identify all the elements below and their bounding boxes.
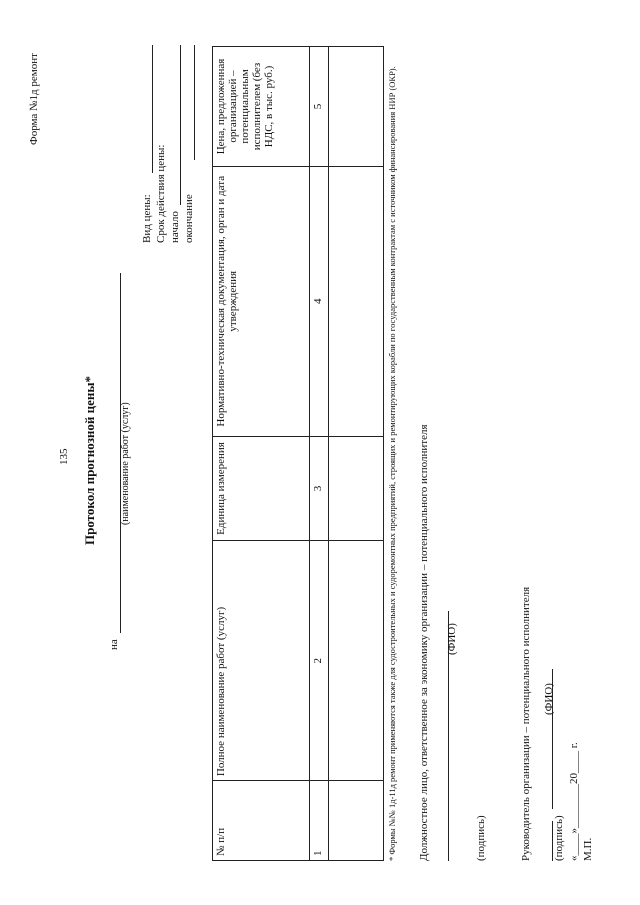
table-cell: [329, 436, 384, 541]
header-number: № п/п: [213, 781, 310, 861]
column-number-5: 5: [310, 47, 329, 167]
header-unit: Единица измерения: [213, 436, 310, 541]
price-validity-label: Срок действия цены:: [155, 144, 167, 243]
column-number-3: 3: [310, 436, 329, 541]
na-label: на: [108, 639, 120, 650]
price-end-label: окончание: [183, 194, 195, 243]
price-type-line: [152, 45, 153, 173]
page-number: 135: [58, 448, 70, 465]
table-cell: [329, 541, 384, 781]
head-fio-caption: (ФИО): [543, 683, 555, 715]
header-price: Цена, предложенная организацией – потенциальным исполнителем (без НДС, в тыс. руб.): [213, 47, 310, 167]
table-number-row: [310, 47, 329, 861]
table-row: [329, 47, 384, 861]
header-works-name: Полное наименование работ (услуг): [213, 541, 310, 781]
table-cell: [329, 781, 384, 861]
table-header-row: [213, 47, 310, 861]
price-start-line: [180, 45, 181, 205]
price-start-label: начало: [169, 211, 181, 243]
stamp-label: М.П.: [582, 837, 594, 861]
works-name-caption: (наименование работ (услуг): [120, 402, 131, 525]
head-signature-caption: (подпись): [553, 815, 565, 861]
price-info-block: [140, 145, 196, 243]
column-number-2: 2: [310, 541, 329, 781]
table-cell: [329, 47, 384, 167]
column-number-4: 4: [310, 166, 329, 436]
official-fio-caption: (ФИО): [446, 623, 458, 655]
official-label: Должностное лицо, ответственное за экономику организации – потенциального исполнителя: [418, 424, 430, 861]
price-type-label: Вид цены:: [141, 194, 153, 243]
official-signature-caption: (подпись): [475, 815, 487, 861]
column-number-1: 1: [310, 781, 329, 861]
price-end-line: [194, 45, 195, 160]
header-documentation: Нормативно-техническая документация, орган и дата утверждения: [213, 166, 310, 436]
date-line: «____»________20____ г.: [568, 742, 580, 861]
table-cell: [329, 166, 384, 436]
footnote: * Формы №№ 1д-11д ремонт применяются также для судостроительных и судоремонтных предприятий, строящих и ремонтирующих корабли по государственным контрактам с источником финансирования НИР (ОКР).: [387, 66, 397, 861]
document-title: Протокол прогнозной цены*: [82, 375, 97, 545]
price-table: [212, 46, 384, 861]
head-label: Руководитель организации – потенциального исполнителя: [520, 586, 532, 861]
form-code: Форма №1д ремонт: [28, 53, 40, 145]
